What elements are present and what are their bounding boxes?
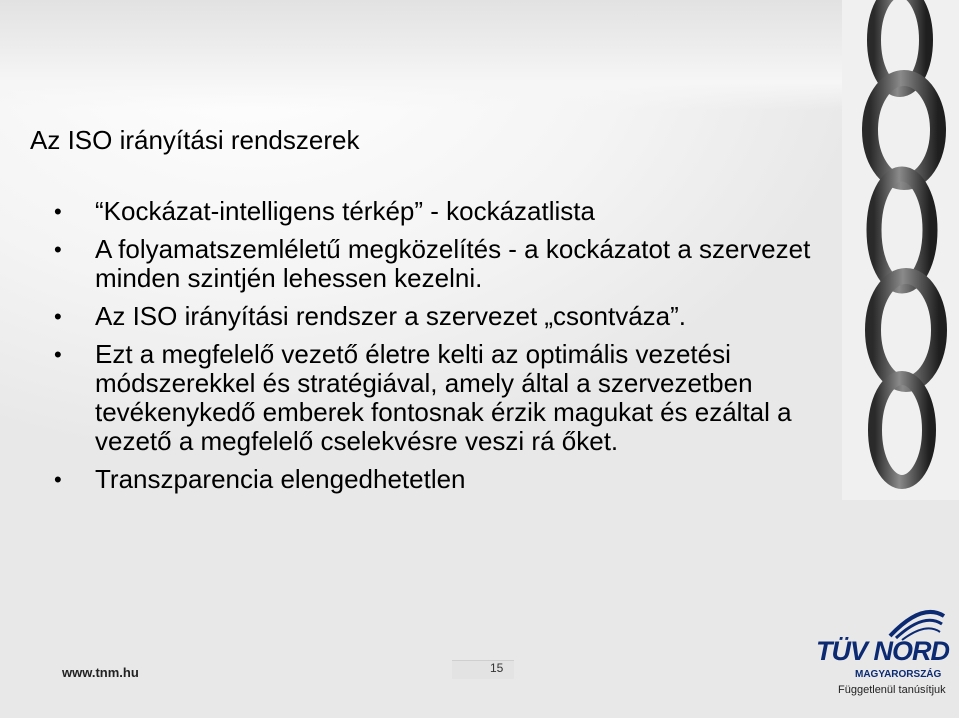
header-band bbox=[0, 0, 860, 110]
list-item bbox=[50, 197, 850, 226]
slide-title: Az ISO irányítási rendszerek bbox=[30, 125, 360, 155]
chain-image bbox=[842, 0, 959, 500]
page-number-box bbox=[452, 660, 514, 679]
list-item-text: A folyamatszemléletű megközelítés - a kockázatot a szervezet minden szintjén lehessen kezelni. bbox=[95, 234, 811, 293]
bullet-dot: • bbox=[54, 467, 62, 492]
logo-country: MAGYARORSZÁG bbox=[855, 669, 942, 680]
list-item bbox=[50, 465, 850, 494]
list-item bbox=[50, 235, 850, 293]
bullet-dot: • bbox=[54, 342, 62, 367]
bullet-dot: • bbox=[54, 237, 62, 262]
logo-brand: TÜV NORD bbox=[816, 636, 949, 666]
bullet-list bbox=[50, 197, 850, 503]
list-item-text: Transzparencia elengedhetetlen bbox=[95, 464, 466, 494]
footer-url[interactable]: www.tnm.hu bbox=[62, 665, 139, 680]
page-number: 15 bbox=[490, 661, 504, 675]
bullet-dot: • bbox=[54, 304, 62, 329]
list-item-text: Az ISO irányítási rendszer a szervezet „csontváza”. bbox=[95, 301, 686, 331]
list-item-text: “Kockázat-intelligens térkép” - kockázatlista bbox=[95, 196, 595, 226]
list-item bbox=[50, 340, 850, 456]
list-item-text: Ezt a megfelelő vezető életre kelti az optimális vezetési módszerekkel és stratégiával, amely által a szervezetben tevékenykedő emberek fontosnak érzik magukat és ezáltal a vezető a megfelelő cselekvésre veszi rá őket. bbox=[95, 339, 792, 456]
logo-tagline: Függetlenül tanúsítjuk bbox=[838, 684, 946, 696]
list-item bbox=[50, 302, 850, 331]
bullet-dot: • bbox=[54, 199, 62, 224]
